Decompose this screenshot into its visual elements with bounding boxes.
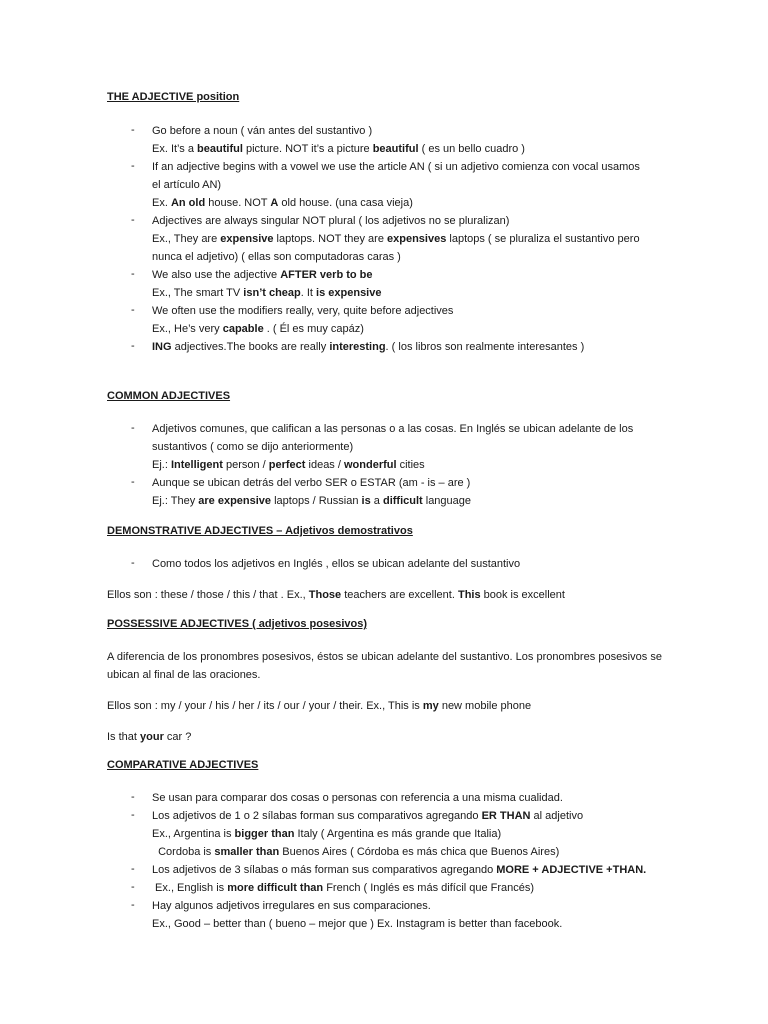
item-text: We also use the adjective AFTER verb to be — [152, 269, 373, 281]
list-item — [152, 266, 662, 302]
list-item — [152, 861, 662, 879]
bullet-dash: - — [131, 422, 135, 434]
section-heading-common-adjectives: COMMON ADJECTIVES — [107, 390, 231, 402]
item-example: Ex., They are expensive laptops. NOT they are expensives laptops ( se pluraliza el sustantivo pero — [152, 233, 640, 245]
paragraph: Ellos son : my / your / his / her / its / our / your / their. Ex., This is my new mobile phone — [107, 700, 532, 712]
list-item — [152, 555, 662, 573]
section-heading-possessive: POSSESSIVE ADJECTIVES ( adjetivos posesivos) — [107, 618, 368, 630]
item-example: Ex., The smart TV isn’t cheap. It is expensive — [152, 287, 382, 299]
item-text: Como todos los adjetivos en Inglés , ellos se ubican adelante del sustantivo — [152, 558, 521, 570]
item-text: Adjetivos comunes, que califican a las personas o a las cosas. En Inglés se ubican adelante de los — [152, 423, 634, 435]
item-example: Ex., English is more difficult than French ( Inglés es más difícil que Francés) — [152, 882, 535, 894]
item-example: Cordoba is smaller than Buenos Aires ( Córdoba es más chica que Buenos Aires) — [152, 846, 560, 858]
list-item — [152, 302, 662, 338]
item-text: el artículo AN) — [152, 179, 222, 191]
item-example: Ej.: Intelligent person / perfect ideas / wonderful cities — [152, 459, 425, 471]
bullet-dash: - — [131, 881, 135, 893]
bullet-dash: - — [131, 160, 135, 172]
item-text: Aunque se ubican detrás del verbo SER o ESTAR (am - is – are ) — [152, 477, 471, 489]
item-text: Los adjetivos de 1 o 2 sílabas forman sus comparativos agregando ER THAN al adjetivo — [152, 810, 584, 822]
item-text: We often use the modifiers really, very, quite before adjectives — [152, 305, 454, 317]
bullet-dash: - — [131, 340, 135, 352]
list-item — [152, 474, 662, 510]
bullet-dash: - — [131, 304, 135, 316]
paragraph: Ellos son : these / those / this / that . Ex., Those teachers are excellent. This book is excellent — [107, 589, 565, 601]
bullet-dash: - — [131, 899, 135, 911]
bullet-dash: - — [131, 476, 135, 488]
item-text: ING adjectives.The books are really interesting. ( los libros son realmente interesantes ) — [152, 341, 585, 353]
item-example: Ex., Argentina is bigger than Italy ( Argentina es más grande que Italia) — [152, 828, 502, 840]
list-item — [152, 420, 662, 474]
paragraph: A diferencia de los pronombres posesivos, éstos se ubican adelante del sustantivo. Los pronombres posesivos se ubican al final de las oraciones. — [107, 651, 662, 681]
item-text: If an adjective begins with a vowel we use the article AN ( si un adjetivo comienza con vocal usamos — [152, 161, 640, 173]
item-text: Adjectives are always singular NOT plural ( los adjetivos no se pluralizan) — [152, 215, 510, 227]
item-text: sustantivos ( como se dijo anteriormente) — [152, 441, 354, 453]
section-heading-demonstrative: DEMONSTRATIVE ADJECTIVES – Adjetivos demostrativos — [107, 525, 413, 537]
paragraph: Is that your car ? — [107, 731, 192, 743]
list-item — [152, 807, 662, 861]
list-item — [152, 897, 662, 933]
list-item — [152, 789, 662, 807]
list-item — [152, 122, 662, 158]
section-heading-adjective-position: THE ADJECTIVE position — [107, 91, 240, 103]
item-text: Go before a noun ( ván antes del sustantivo ) — [152, 125, 373, 137]
item-text: Los adjetivos de 3 sílabas o más forman sus comparativos agregando MORE + ADJECTIVE +THAN. — [152, 864, 647, 876]
item-text: Hay algunos adjetivos irregulares en sus comparaciones. — [152, 900, 431, 912]
section-heading-comparative: COMPARATIVE ADJECTIVES — [107, 759, 259, 771]
list-item — [152, 879, 662, 897]
item-example: Ex. It’s a beautiful picture. NOT it’s a picture beautiful ( es un bello cuadro ) — [152, 143, 525, 155]
item-example: Ex., He’s very capable . ( Él es muy capáz) — [152, 323, 364, 335]
bullet-dash: - — [131, 557, 135, 569]
item-example: Ex. An old house. NOT A old house. (una casa vieja) — [152, 197, 413, 209]
list-item — [152, 212, 662, 266]
bullet-dash: - — [131, 214, 135, 226]
item-example: Ex., Good – better than ( bueno – mejor que ) Ex. Instagram is better than facebook. — [152, 918, 563, 930]
list-item — [152, 338, 662, 356]
item-text: Se usan para comparar dos cosas o personas con referencia a una misma cualidad. — [152, 792, 563, 804]
bullet-dash: - — [131, 124, 135, 136]
item-example: Ej.: They are expensive laptops / Russian is a difficult language — [152, 495, 472, 507]
bullet-dash: - — [131, 863, 135, 875]
bullet-dash: - — [131, 791, 135, 803]
item-text: nunca el adjetivo) ( ellas son computadoras caras ) — [152, 251, 401, 263]
list-item — [152, 158, 662, 212]
bullet-dash: - — [131, 268, 135, 280]
bullet-dash: - — [131, 809, 135, 821]
